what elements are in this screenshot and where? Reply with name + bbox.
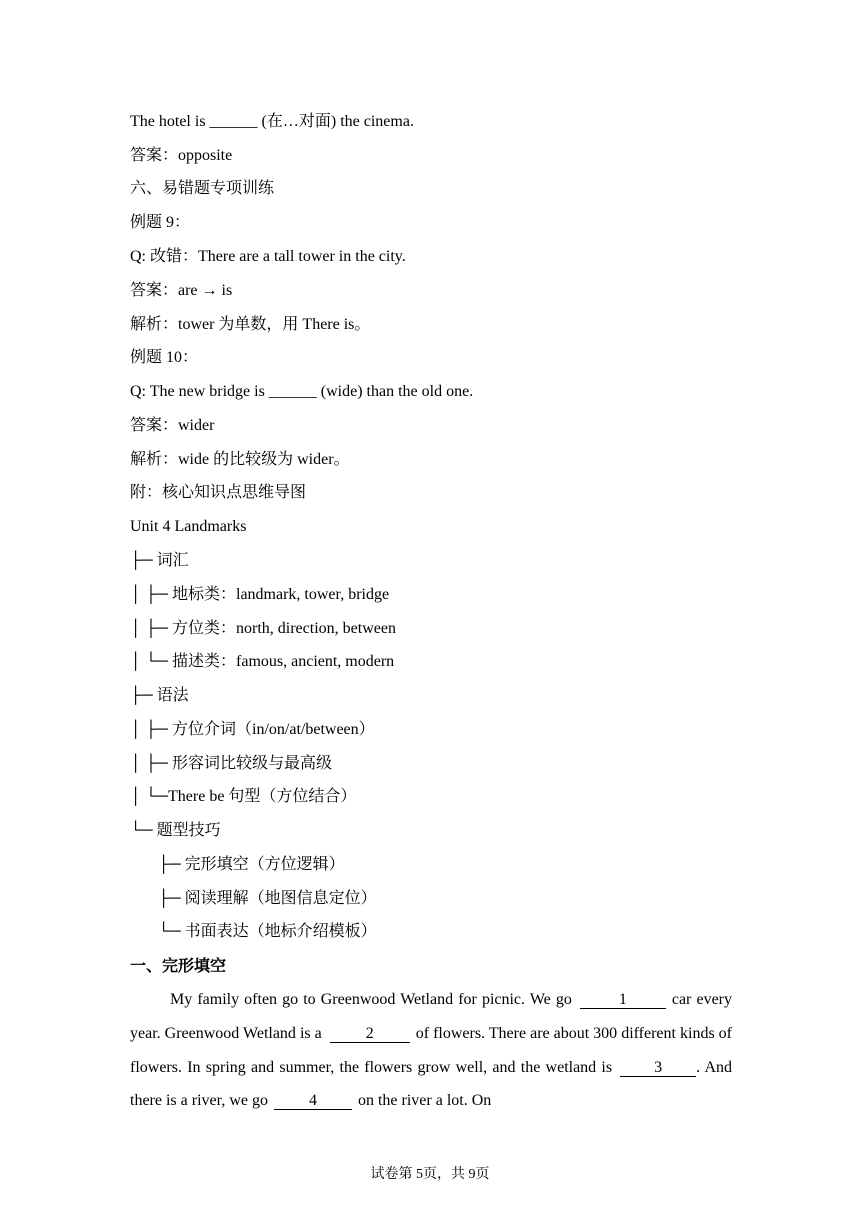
question-line: Q: The new bridge is ______ (wide) than the old one.	[130, 383, 474, 400]
cloze-text: . And there is a river, we go	[130, 1058, 733, 1110]
mind-map-root: Unit 4 Landmarks	[130, 518, 247, 535]
mind-map-leaf: ├─ 完形填空（方位逻辑）	[158, 856, 345, 873]
question-line: Q: 改错：There are a tall tower in the city.	[130, 248, 406, 265]
cloze-text: of flowers. There are about 300 different kinds of flowers. In spring and summer, the flowers grow well, and the wetland is	[130, 1024, 733, 1076]
answer-line: 答案：wider	[130, 417, 215, 434]
mind-map-branch-grammar: ├─ 语法	[130, 687, 189, 704]
cloze-blank-1: 1	[580, 991, 666, 1009]
cloze-text: My family often go to Greenwood Wetland for picnic. We go	[170, 991, 572, 1008]
cloze-blank-4: 4	[274, 1092, 352, 1110]
mind-map-leaf: │ └─There be 句型（方位结合）	[130, 788, 357, 805]
cloze-blank-3: 3	[620, 1059, 696, 1077]
cloze-text: on the river a lot. On	[357, 1092, 492, 1110]
answer-line: 答案：opposite	[130, 147, 233, 164]
example-label: 例题 9：	[130, 214, 191, 231]
mind-map-leaf: │ ├─ 地标类：landmark, tower, bridge	[130, 586, 390, 603]
page-footer: 试卷第 5页，共 9页	[370, 1167, 490, 1182]
mind-map-branch-vocabulary: ├─ 词汇	[130, 552, 189, 569]
mind-map-leaf: ├─ 阅读理解（地图信息定位）	[158, 890, 377, 907]
cloze-blank-2: 2	[330, 1025, 410, 1043]
mind-map-leaf: └─ 书面表达（地标介绍模板）	[158, 923, 377, 940]
mind-map-branch-skills: └─ 题型技巧	[130, 822, 221, 839]
explanation-line: 解析：tower 为单数，用 There is。	[130, 316, 371, 333]
answer-line: 答案：are → is	[130, 282, 233, 299]
cloze-text: car every year. Greenwood Wetland is a	[130, 991, 732, 1042]
section-heading-cloze: 一、完形填空	[130, 958, 227, 975]
mind-map-leaf: │ ├─ 方位介词（in/on/at/between）	[130, 721, 375, 738]
section-title-common-errors: 六、易错题专项训练	[130, 180, 275, 197]
explanation-line: 解析：wide 的比较级为 wider。	[130, 451, 350, 468]
cloze-passage	[130, 983, 732, 1118]
mind-map-leaf: │ └─ 描述类：famous, ancient, modern	[130, 653, 395, 670]
mind-map-leaf: │ ├─ 方位类：north, direction, between	[130, 620, 396, 637]
mind-map-leaf: │ ├─ 形容词比较级与最高级	[130, 755, 333, 772]
question-fill-opposite: The hotel is ______ (在…对面) the cinema.	[130, 113, 414, 130]
example-label: 例题 10：	[130, 349, 199, 366]
mind-map-title: 附：核心知识点思维导图	[130, 484, 307, 501]
